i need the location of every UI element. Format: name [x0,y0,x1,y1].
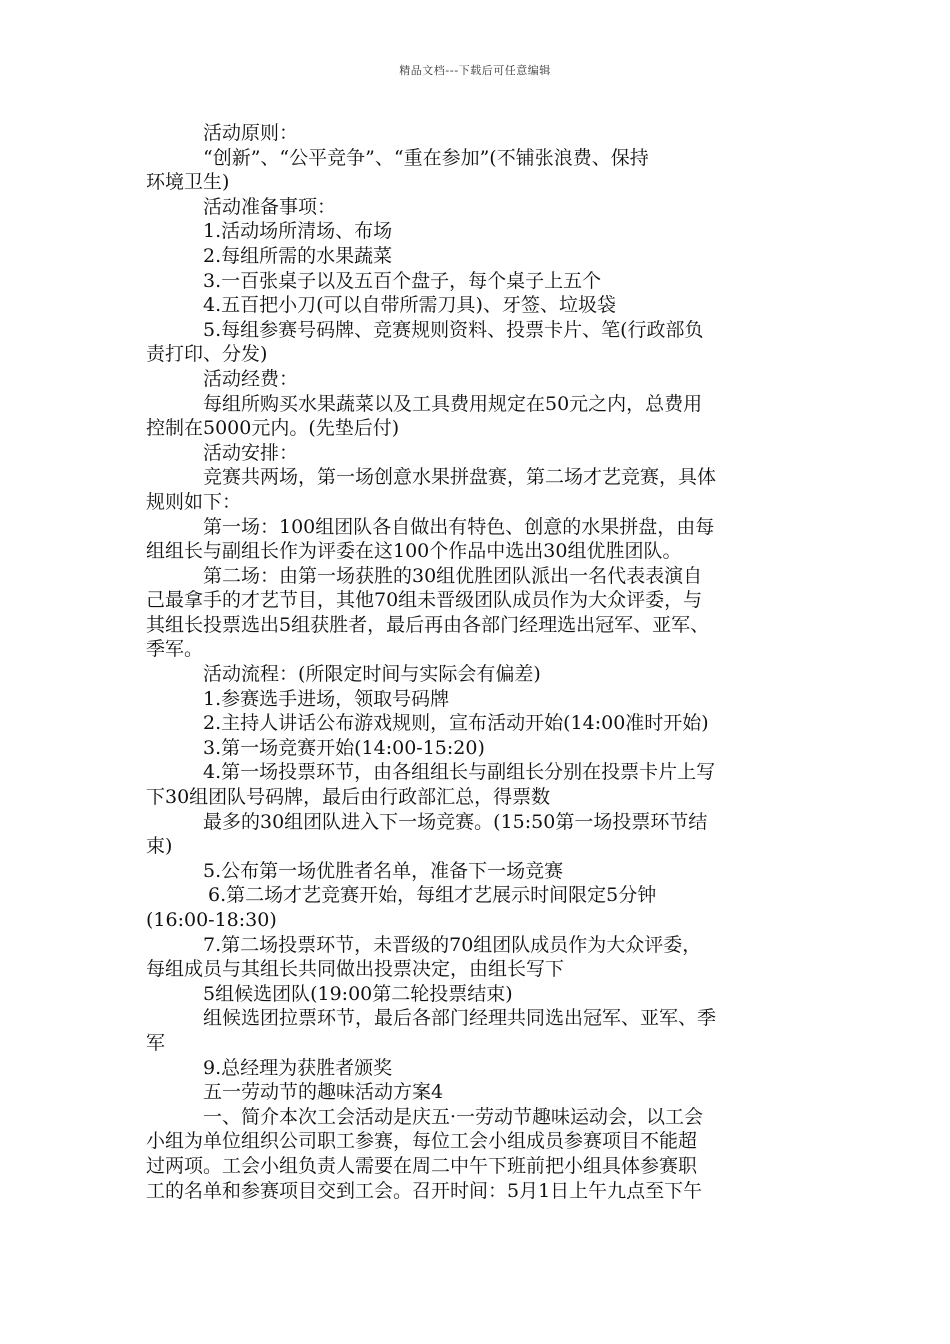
text-line: (16:00-18:30) [146,909,277,931]
text-line: 环境卫生) [146,171,230,194]
text-line: 过两项。工会小组负责人需要在周二中午下班前把小组具体参赛职 [146,1154,698,1177]
text-line: 1.活动场所清场、布场 [203,220,393,243]
text-line: “创新”、“公平竞争”、“重在参加”(不铺张浪费、保持 [203,146,649,169]
text-line: 其组长投票选出5组获胜者，最后再由各部门经理选出冠军、亚军、 [146,613,710,636]
text-line: 竞赛共两场，第一场创意水果拼盘赛，第二场才艺竞赛，具体 [203,466,717,489]
text-line: 3.一百张桌子以及五百个盘子，每个桌子上五个 [203,269,602,292]
text-line: 5.每组参赛号码牌、竞赛规则资料、投票卡片、笔(行政部负 [203,318,704,341]
text-line: 规则如下： [146,490,242,513]
text-line: 第二场：由第一场获胜的30组优胜团队派出一名代表表演自 [203,564,703,587]
text-line: 2.每组所需的水果蔬菜 [203,244,393,267]
text-line: 2.主持人讲话公布游戏规则，宣布活动开始(14:00准时开始) [203,712,709,735]
text-line: 下30组团队号码牌，最后由行政部汇总，得票数 [146,786,551,809]
text-line: 活动流程：(所限定时间与实际会有偏差) [203,663,541,686]
text-line: 季军。 [146,638,204,661]
page-header: 精品文档---下载后可任意编辑 [399,64,551,77]
text-line: 控制在5000元内。(先垫后付) [146,417,400,440]
text-line: 6.第二场才艺竞赛开始，每组才艺展示时间限定5分钟 [208,884,657,907]
text-line: 第一场：100组团队各自做出有特色、创意的水果拼盘，由每 [203,515,715,538]
text-line: 一、简介本次工会活动是庆五·一劳动节趣味运动会，以工会 [203,1105,704,1128]
text-line: 小组为单位组织公司职工参赛，每位工会小组成员参赛项目不能超 [146,1130,698,1153]
text-line: 4.五百把小刀(可以自带所需刀具)、牙签、垃圾袋 [203,294,616,317]
text-line: 9.总经理为获胜者颁奖 [203,1056,393,1079]
document-body [146,121,806,1203]
text-line: 1.参赛选手进场，领取号码牌 [203,687,450,710]
text-line: 活动经费： [203,367,299,390]
text-line: 4.第一场投票环节，由各组组长与副组长分别在投票卡片上写 [203,761,716,784]
text-line: 7.第二场投票环节，未晋级的70组团队成员作为大众评委， [203,933,702,956]
text-line: 活动准备事项： [203,195,337,218]
text-line: 组组长与副组长作为评委在这100个作品中选出30组优胜团队。 [146,540,682,563]
text-line: 己最拿手的才艺节目，其他70组未晋级团队成员作为大众评委，与 [146,589,703,612]
text-line: 束) [146,835,173,858]
text-line: 活动原则： [203,122,299,144]
text-line: 工的名单和参赛项目交到工会。召开时间：5月1日上午九点至下午 [146,1179,703,1202]
text-line: 责打印、分发) [146,343,268,366]
text-line: 5组候选团队(19:00第二轮投票结束) [203,982,513,1005]
text-line: 军 [146,1031,166,1054]
text-line: 组候选团拉票环节，最后各部门经理共同选出冠军、亚军、季 [203,1007,717,1030]
text-line: 3.第一场竞赛开始(14:00-15:20) [203,736,485,759]
text-line: 五一劳动节的趣味活动方案4 [203,1081,444,1104]
text-line: 最多的30组团队进入下一场竞赛。(15:50第一场投票环节结 [203,810,708,833]
text-line: 每组所购买水果蔬菜以及工具费用规定在50元之内，总费用 [203,392,703,415]
text-line: 活动安排： [203,441,299,464]
text-line: 5.公布第一场优胜者名单，准备下一场竞赛 [203,859,564,882]
text-line: 每组成员与其组长共同做出投票决定，由组长写下 [146,958,565,981]
